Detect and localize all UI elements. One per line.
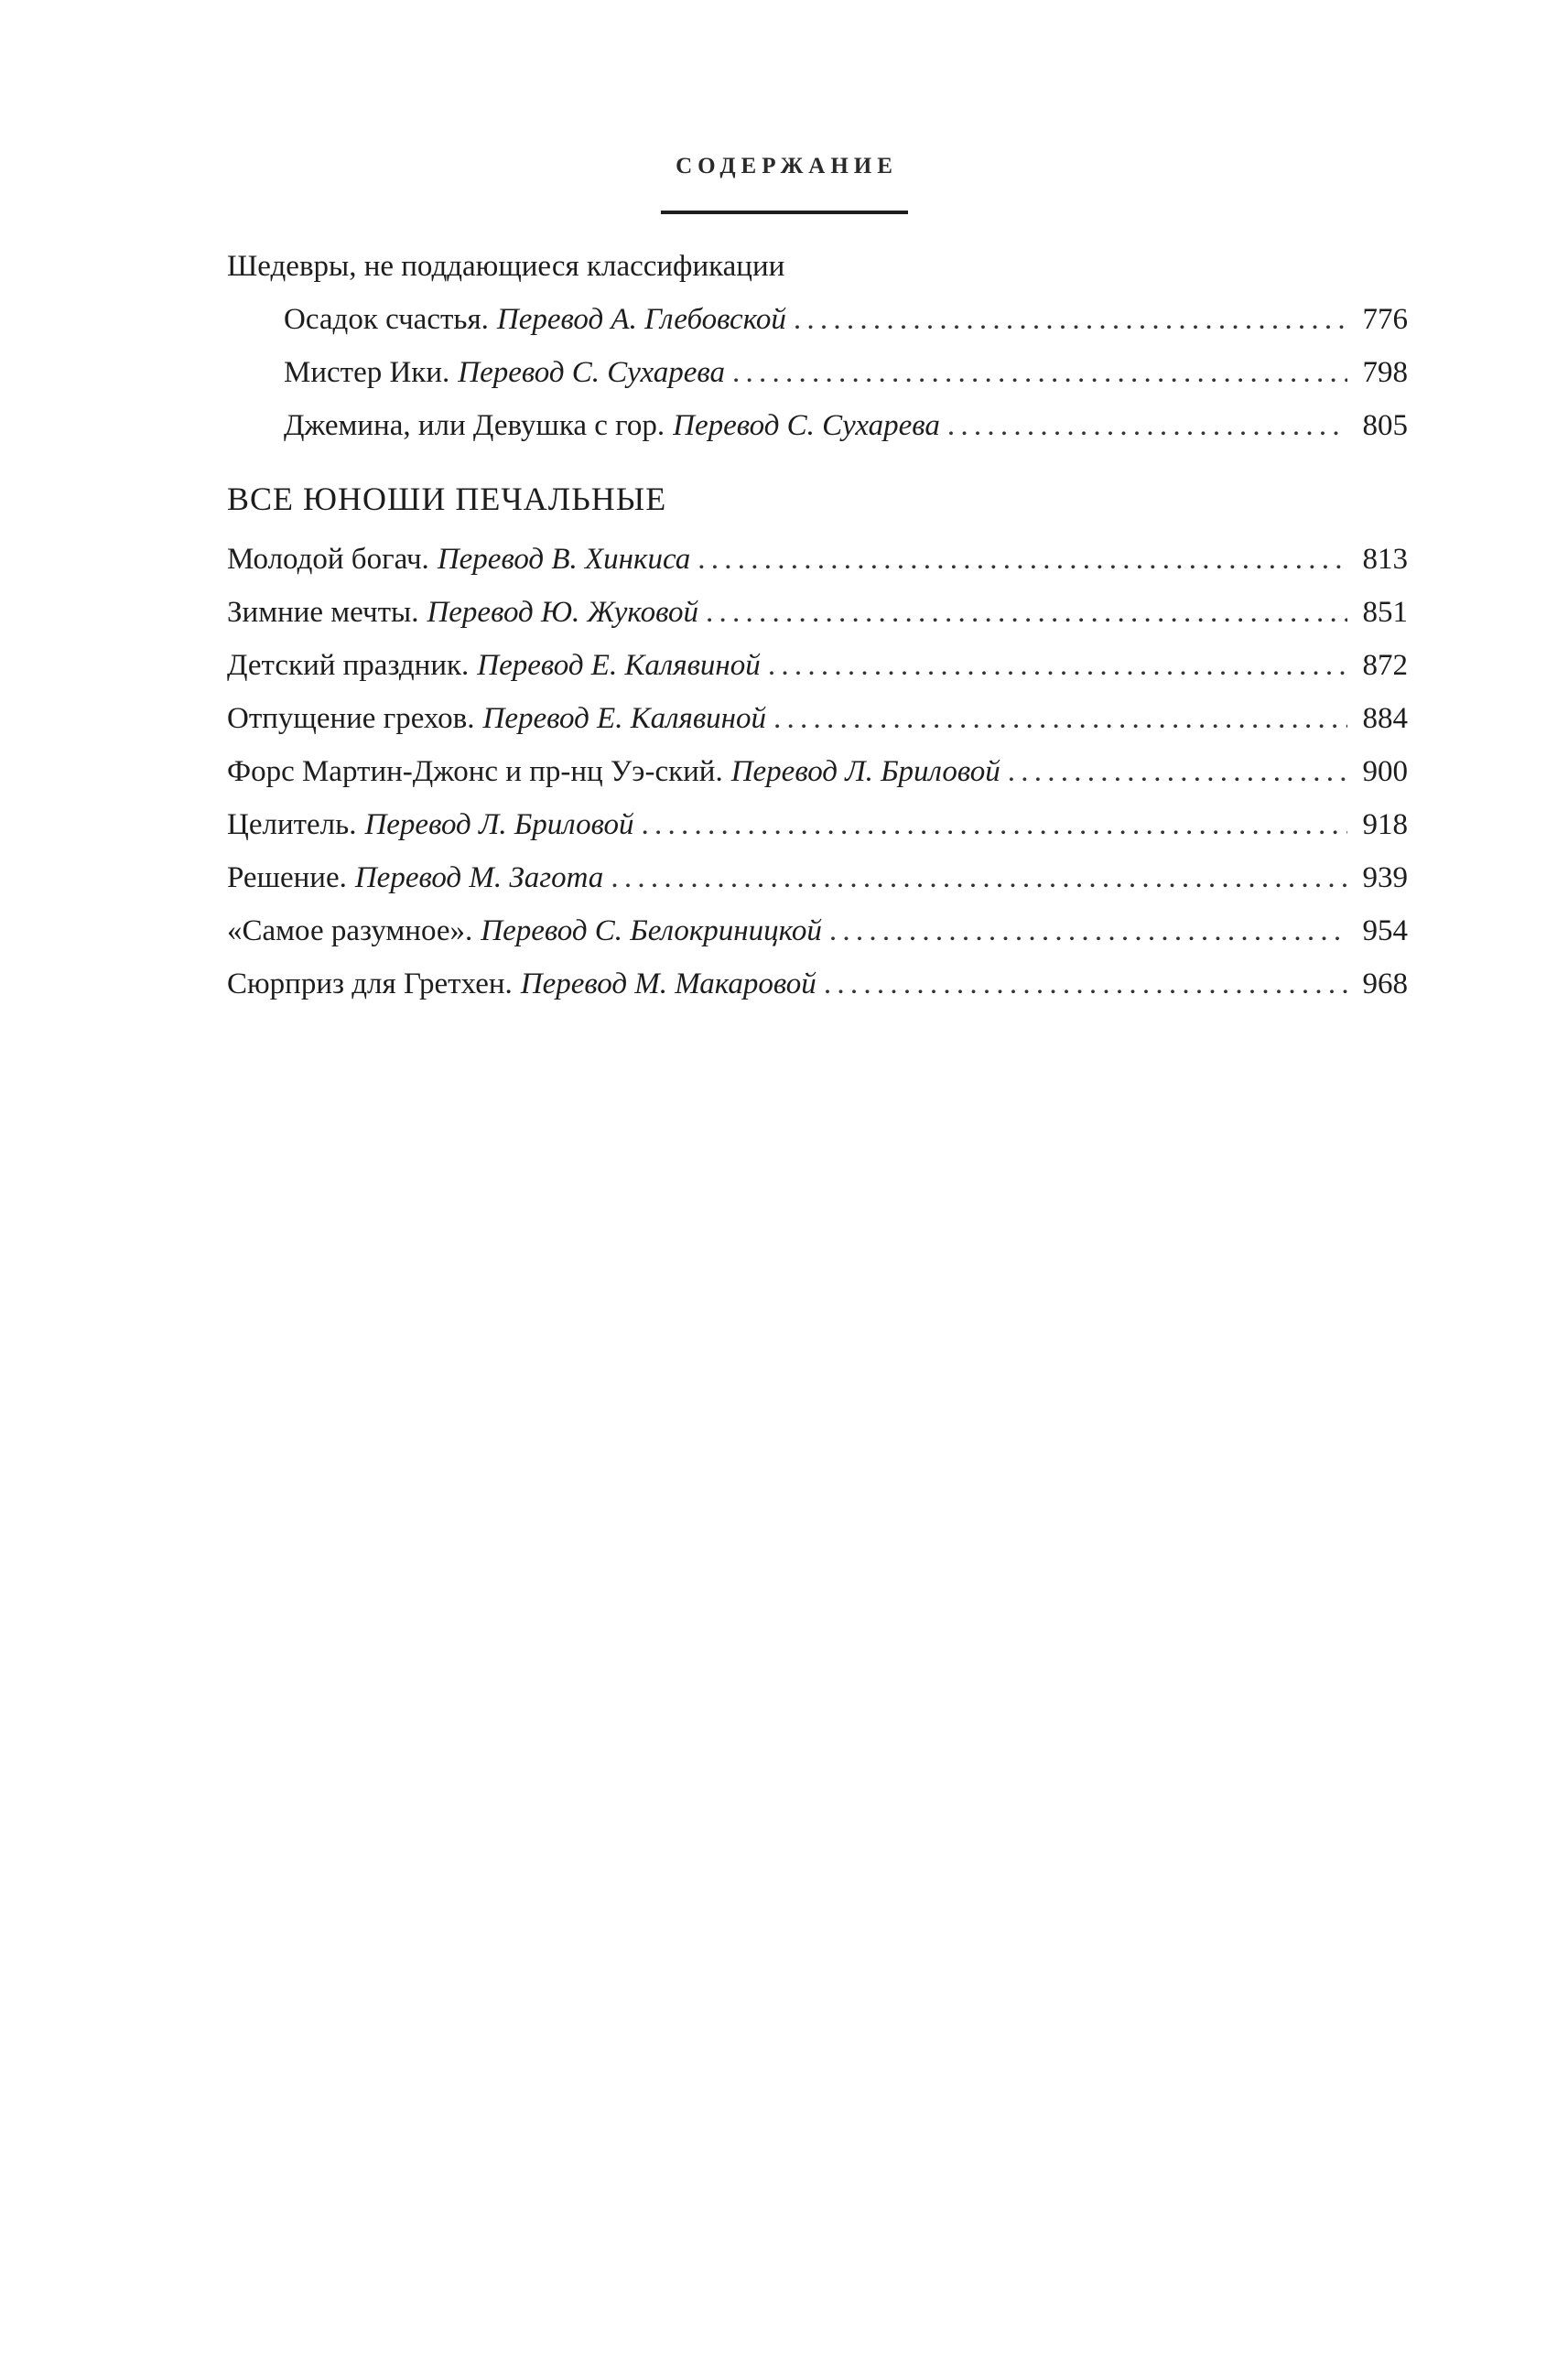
entry-title: Зимние мечты. [227,596,419,629]
entry-page-number: 805 [1362,409,1408,442]
entry-title: Детский праздник. [227,649,470,682]
toc-entry[interactable] [227,533,1408,586]
entry-translator: Перевод С. Сухарева [458,356,725,389]
toc-entry[interactable] [227,957,1408,1011]
toc-entry[interactable] [227,293,1408,346]
dot-leader [697,533,1347,586]
entry-title: Сюрприз для Гретхен. [227,967,513,1000]
entry-title: Целитель. [227,808,357,841]
entry-translator: Перевод М. Макаровой [520,967,816,1000]
toc-entry[interactable] [227,745,1408,798]
dot-leader [641,798,1347,851]
dot-leader [773,692,1347,745]
entry-page-number: 900 [1362,755,1408,788]
entry-title: Решение. [227,861,347,894]
entry-translator: Перевод С. Белокриницкой [481,914,822,947]
group-heading: Шедевры, не поддающиеся классификации [227,250,785,283]
page-title: СОДЕРЖАНИЕ [676,154,898,178]
dot-leader [732,346,1347,399]
entry-translator: Перевод А. Глебовской [496,303,786,336]
table-of-contents [227,240,1408,1011]
toc-entry[interactable] [227,346,1408,399]
toc-entry[interactable] [227,798,1408,851]
dot-leader [768,639,1347,692]
dot-leader [829,904,1347,957]
entry-page-number: 872 [1362,649,1408,682]
entry-page-number: 918 [1362,808,1408,841]
dot-leader [706,586,1347,639]
dot-leader [611,851,1347,904]
page-header [0,154,1568,179]
entry-title: Джемина, или Девушка с гор. [284,409,665,442]
entry-title: Осадок счастья. [284,303,489,336]
entry-page-number: 776 [1362,303,1408,336]
entry-title: Отпущение грехов. [227,702,475,735]
toc-entry[interactable] [227,692,1408,745]
entry-page-number: 954 [1362,914,1408,947]
dot-leader [794,293,1347,346]
entry-page-number: 968 [1362,967,1408,1000]
entry-page-number: 851 [1362,596,1408,629]
dot-leader [947,399,1347,452]
entry-title: Мистер Ики. [284,356,450,389]
toc-entry[interactable] [227,639,1408,692]
entry-translator: Перевод Л. Бриловой [730,755,1000,788]
entry-title: «Самое разумное». [227,914,473,947]
entry-page-number: 939 [1362,861,1408,894]
entry-translator: Перевод В. Хинкиса [437,543,691,576]
toc-entry[interactable] [227,586,1408,639]
entry-translator: Перевод Е. Калявиной [482,702,767,735]
toc-entry[interactable] [227,904,1408,957]
dot-leader [1008,745,1347,798]
entry-page-number: 813 [1362,543,1408,576]
entry-translator: Перевод Ю. Жуковой [427,596,699,629]
entry-translator: Перевод Е. Калявиной [477,649,761,682]
entry-page-number: 884 [1362,702,1408,735]
entry-translator: Перевод М. Загота [354,861,604,894]
toc-entry[interactable] [227,399,1408,452]
entry-title: Форс Мартин-Джонс и пр-нц Уэ-ский. [227,755,723,788]
entry-page-number: 798 [1362,356,1408,389]
entry-title: Молодой богач. [227,543,429,576]
entry-translator: Перевод Л. Бриловой [364,808,634,841]
header-underline [661,211,908,214]
toc-entry[interactable] [227,851,1408,904]
section-heading: ВСЕ ЮНОШИ ПЕЧАЛЬНЫЕ [227,481,667,517]
dot-leader [824,957,1347,1011]
header-rule [0,202,1568,206]
entry-translator: Перевод С. Сухарева [673,409,940,442]
